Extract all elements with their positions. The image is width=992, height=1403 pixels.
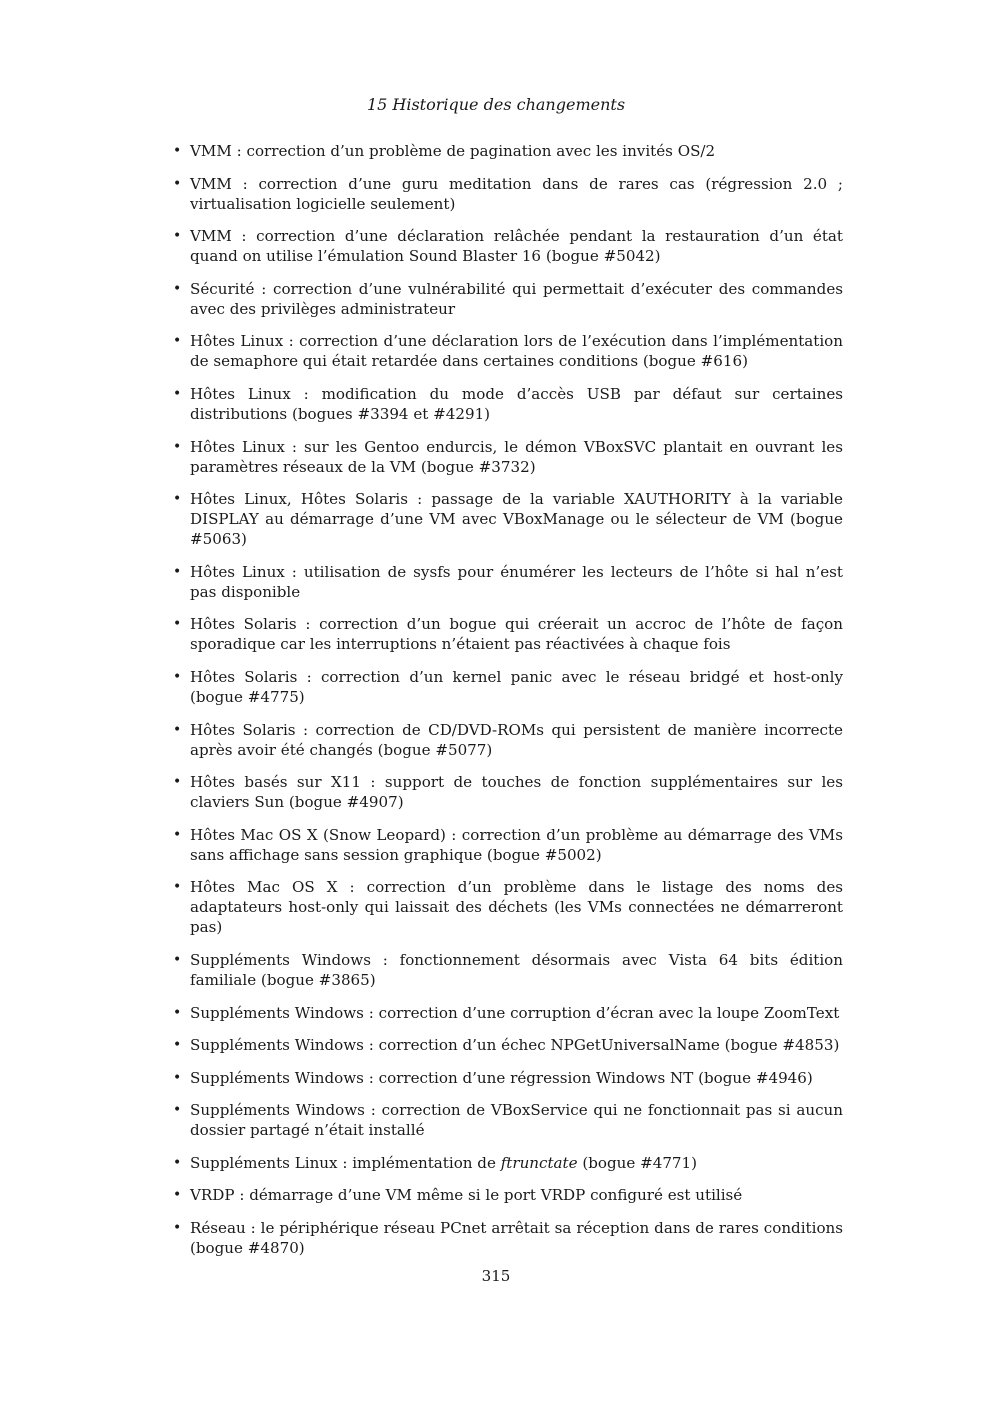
list-item-text: Suppléments Windows : correction d’une régression Windows NT (bogue #4946) bbox=[190, 1068, 813, 1087]
list-item bbox=[170, 1035, 843, 1055]
chapter-running-header: 15 Historique des changements bbox=[366, 95, 626, 114]
bullet-icon: • bbox=[173, 1102, 182, 1119]
list-item bbox=[170, 1153, 843, 1173]
bullet-icon: • bbox=[173, 1069, 182, 1086]
list-item-text: Hôtes Solaris : correction d’un kernel panic avec le réseau bridgé et host-only (bogue #4775) bbox=[190, 667, 843, 706]
list-item bbox=[170, 720, 843, 760]
list-item-text-after: (bogue #4771) bbox=[577, 1153, 698, 1172]
list-item-text: Suppléments Windows : correction d’un échec NPGetUniversalName (bogue #4853) bbox=[190, 1036, 840, 1055]
bullet-icon: • bbox=[173, 879, 182, 896]
list-item-text: Hôtes Linux : utilisation de sysfs pour énumérer les lecteurs de l’hôte si hal n’est pas disponible bbox=[190, 562, 843, 601]
list-item bbox=[170, 384, 843, 424]
list-item-text: VMM : correction d’une déclaration relâchée pendant la restauration d’un état quand on utilise l’émulation Sound Blaster 16 (bogue #5042) bbox=[190, 227, 843, 266]
list-item-text: Suppléments Windows : correction de VBoxService qui ne fonctionnait pas si aucun dossier partagé n’était installé bbox=[190, 1101, 843, 1140]
list-item bbox=[170, 1100, 843, 1140]
bullet-icon: • bbox=[173, 1187, 182, 1204]
bullet-icon: • bbox=[173, 668, 182, 685]
list-item bbox=[170, 1218, 843, 1258]
list-item-text: Suppléments Windows : fonctionnement désormais avec Vista 64 bits édition familiale (bogue #3865) bbox=[190, 950, 843, 989]
list-item-text: Réseau : le périphérique réseau PCnet arrêtait sa réception dans de rares conditions (bogue #4870) bbox=[190, 1219, 843, 1258]
list-item-text: Hôtes Linux : sur les Gentoo endurcis, le démon VBoxSVC plantait en ouvrant les paramètres réseaux de la VM (bogue #3732) bbox=[190, 437, 843, 476]
list-item bbox=[170, 141, 843, 161]
bullet-icon: • bbox=[173, 616, 182, 633]
bullet-icon: • bbox=[173, 1220, 182, 1237]
list-item-text: Sécurité : correction d’une vulnérabilité qui permettait d’exécuter des commandes avec des privilèges administrateur bbox=[190, 279, 843, 318]
list-item bbox=[170, 331, 843, 371]
list-item-text: Hôtes basés sur X11 : support de touches de fonction supplémentaires sur les claviers Sun (bogue #4907) bbox=[190, 773, 843, 812]
function-name-ftrunctate: ftrunctate bbox=[500, 1153, 578, 1172]
list-item-text: Hôtes Mac OS X (Snow Leopard) : correction d’un problème au démarrage des VMs sans affichage sans session graphique (bogue #5002) bbox=[190, 825, 843, 864]
list-item bbox=[170, 877, 843, 937]
bullet-icon: • bbox=[173, 774, 182, 791]
list-item bbox=[170, 1068, 843, 1088]
bullet-icon: • bbox=[173, 333, 182, 350]
list-item-text: Hôtes Linux : correction d’une déclaration lors de l’exécution dans l’implémentation de semaphore qui était retardée dans certaines conditions (bogue #616) bbox=[190, 332, 843, 371]
list-item-text: Hôtes Mac OS X : correction d’un problème dans le listage des noms des adaptateurs host-only qui laissait des déchets (les VMs connectées ne démarreront pas) bbox=[190, 878, 843, 937]
list-item bbox=[170, 437, 843, 477]
list-item-text: Hôtes Solaris : correction de CD/DVD-ROMs qui persistent de manière incorrecte après avoir été changés (bogue #5077) bbox=[190, 720, 843, 759]
list-item-text: VMM : correction d’une guru meditation dans de rares cas (régression 2.0 ; virtualisation logicielle seulement) bbox=[190, 174, 843, 213]
bullet-icon: • bbox=[173, 1154, 182, 1171]
changelog-list bbox=[170, 141, 843, 1271]
list-item bbox=[170, 950, 843, 990]
list-item-text: Hôtes Solaris : correction d’un bogue qui créerait un accroc de l’hôte de façon sporadique car les interruptions n’étaient pas réactivées à chaque fois bbox=[190, 615, 843, 654]
bullet-icon: • bbox=[173, 1037, 182, 1054]
list-item-text: VRDP : démarrage d’une VM même si le port VRDP configuré est utilisé bbox=[190, 1186, 743, 1205]
list-item bbox=[170, 614, 843, 654]
bullet-icon: • bbox=[173, 491, 182, 508]
bullet-icon: • bbox=[173, 1004, 182, 1021]
list-item bbox=[170, 772, 843, 812]
list-item-text: VMM : correction d’un problème de pagination avec les invités OS/2 bbox=[190, 142, 716, 160]
list-item bbox=[170, 825, 843, 865]
bullet-icon: • bbox=[173, 143, 182, 159]
bullet-icon: • bbox=[173, 721, 182, 738]
list-item-text: Hôtes Linux : modification du mode d’accès USB par défaut sur certaines distributions (bogues #3394 et #4291) bbox=[190, 384, 843, 423]
bullet-icon: • bbox=[173, 826, 182, 843]
page-number: 315 bbox=[481, 1267, 511, 1285]
bullet-icon: • bbox=[173, 385, 182, 402]
bullet-icon: • bbox=[173, 951, 182, 968]
list-item bbox=[170, 1003, 843, 1023]
list-item bbox=[170, 1185, 843, 1205]
list-item bbox=[170, 226, 843, 266]
list-item bbox=[170, 174, 843, 214]
bullet-icon: • bbox=[173, 563, 182, 580]
list-item-text-before: Suppléments Linux : implémentation de bbox=[190, 1153, 501, 1172]
list-item bbox=[170, 667, 843, 707]
list-item-text: Suppléments Windows : correction d’une corruption d’écran avec la loupe ZoomText bbox=[190, 1003, 840, 1022]
bullet-icon: • bbox=[173, 228, 182, 245]
bullet-icon: • bbox=[173, 280, 182, 297]
list-item-text: Hôtes Linux, Hôtes Solaris : passage de la variable XAUTHORITY à la variable DISPLAY au démarrage d’une VM avec VBoxManage ou le sélecteur de VM (bogue #5063) bbox=[190, 490, 843, 549]
list-item-text bbox=[190, 1154, 697, 1172]
list-item bbox=[170, 562, 843, 602]
list-item bbox=[170, 279, 843, 319]
list-item bbox=[170, 489, 843, 549]
bullet-icon: • bbox=[173, 175, 182, 192]
bullet-icon: • bbox=[173, 438, 182, 455]
